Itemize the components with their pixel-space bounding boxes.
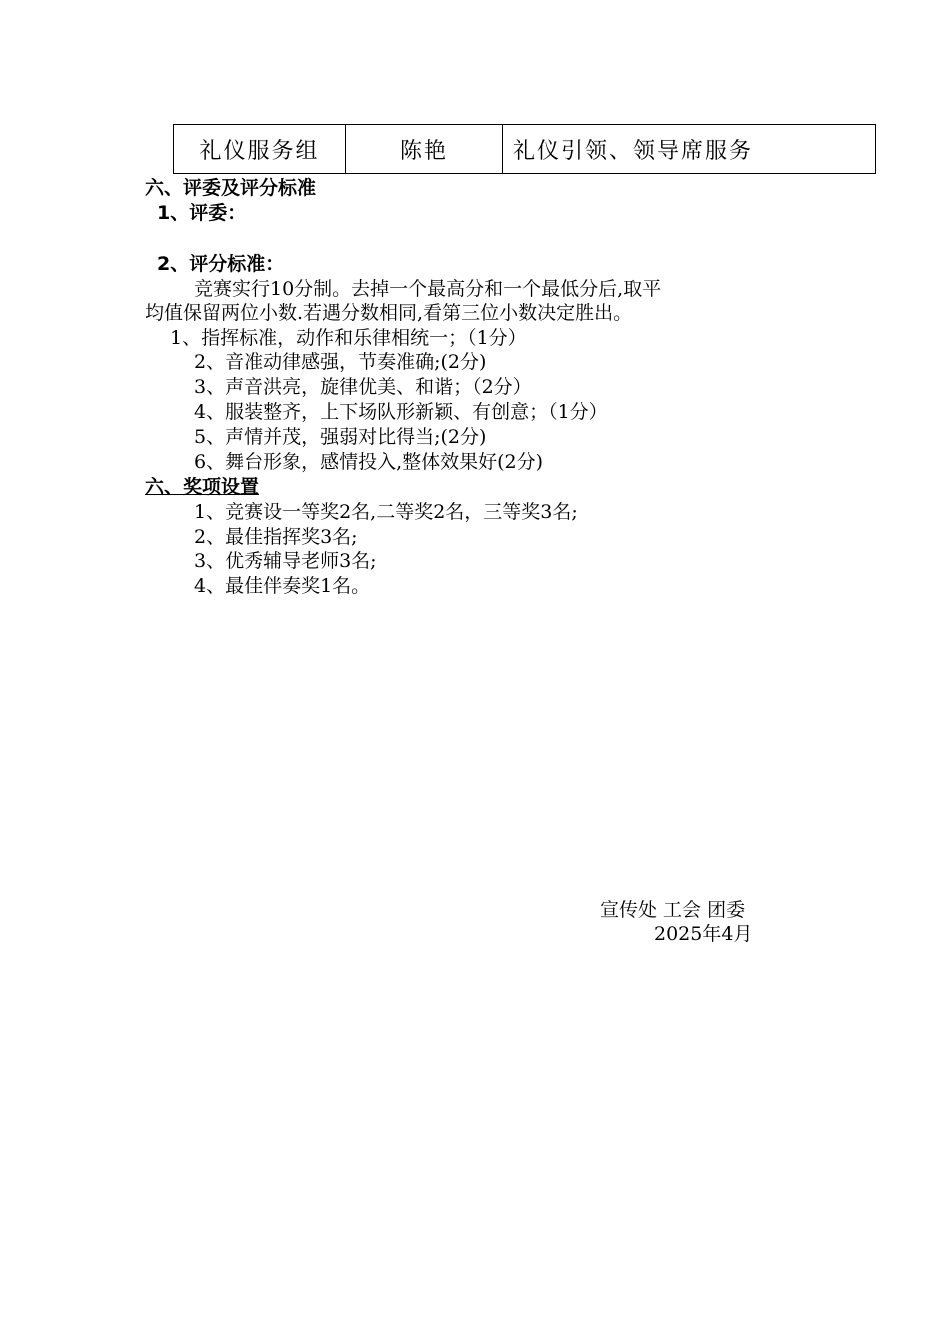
table-cell-person: 陈艳 <box>346 125 503 173</box>
staff-table-row <box>173 124 876 174</box>
criterion-item: 6、舞台形象，感情投入,整体效果好(2分) <box>194 451 544 473</box>
table-cell-group: 礼仪服务组 <box>174 125 346 173</box>
criterion-item: 2、音准动律感强，节奏准确;(2分) <box>194 351 487 373</box>
table-cell-duty: 礼仪引领、领导席服务 <box>513 138 754 164</box>
scoring-standard-label: 2、评分标准： <box>157 253 285 275</box>
award-item: 2、最佳指挥奖3名; <box>194 526 358 548</box>
section-heading-judging: 六、评委及评分标准 <box>145 177 317 199</box>
award-item: 3、优秀辅导老师3名; <box>194 550 377 572</box>
signature-org: 宣传处 工会 团委 <box>600 899 746 921</box>
scoring-intro-line-2: 均值保留两位小数.若遇分数相同,看第三位小数决定胜出。 <box>145 302 633 324</box>
criterion-item: 4、服装整齐，上下场队形新颖、有创意；（1分） <box>194 401 608 423</box>
award-item: 4、最佳伴奏奖1名。 <box>194 575 371 597</box>
judges-label: 1、评委： <box>157 202 247 224</box>
criterion-item: 3、声音洪亮，旋律优美、和谐；（2分） <box>194 376 532 398</box>
scoring-intro-line-1: 竞赛实行10分制。去掉一个最高分和一个最低分后,取平 <box>194 278 662 300</box>
criterion-item: 1、指挥标准，动作和乐律相统一；（1分） <box>170 327 527 349</box>
signature-date: 2025年4月 <box>654 923 753 945</box>
criterion-item: 5、声情并茂，强弱对比得当;(2分) <box>194 426 487 448</box>
award-item: 1、竞赛设一等奖2名,二等奖2名，三等奖3名; <box>194 501 578 523</box>
section-heading-awards: 六、奖项设置 <box>145 476 260 498</box>
